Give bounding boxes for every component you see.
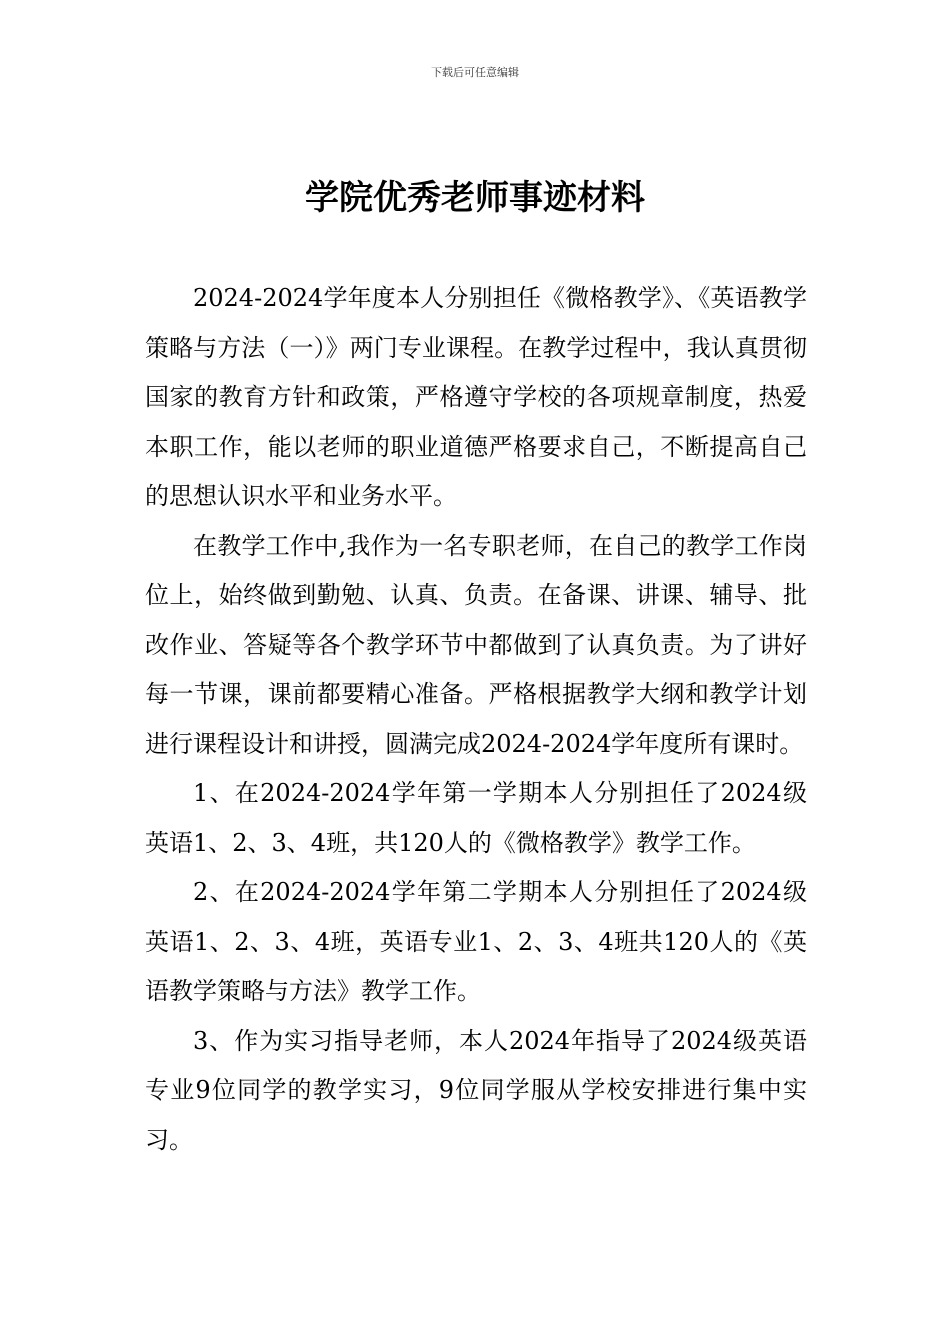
document-title: 学院优秀老师事迹材料 (305, 178, 645, 218)
paragraph-2: 在教学工作中,我作为一名专职老师，在自己的教学工作岗位上，始终做到勤勉、认真、负责。在备课、讲课、辅导、批改作业、答疑等各个教学环节中都做到了认真负责。为了讲好每一节课，课前都要精心准备。严格根据教学大纲和教学计划进行课程设计和讲授，圆满完成2024-2024学年度所有课时。 (145, 531, 807, 758)
paragraph-3: 1、在2024-2024学年第一学期本人分别担任了2024级英语1、2、3、4班，共120人的《微格教学》教学工作。 (145, 779, 807, 857)
paragraph-5: 3、作为实习指导老师，本人2024年指导了2024级英语专业9位同学的教学实习，9位同学服从学校安排进行集中实习。 (145, 1026, 807, 1154)
document-body (145, 274, 807, 1165)
header-note: 下载后可任意编辑 (431, 66, 519, 79)
paragraph-4: 2、在2024-2024学年第二学期本人分别担任了2024级英语1、2、3、4班，英语专业1、2、3、4班共120人的《英语教学策略与方法》教学工作。 (145, 878, 807, 1005)
paragraph-1: 2024-2024学年度本人分别担任《微格教学》、《英语教学策略与方法（一）》两门专业课程。在教学过程中，我认真贯彻国家的教育方针和政策，严格遵守学校的各项规章制度，热爱本职工作，能以老师的职业道德严格要求自己，不断提高自己的思想认识水平和业务水平。 (145, 284, 807, 510)
